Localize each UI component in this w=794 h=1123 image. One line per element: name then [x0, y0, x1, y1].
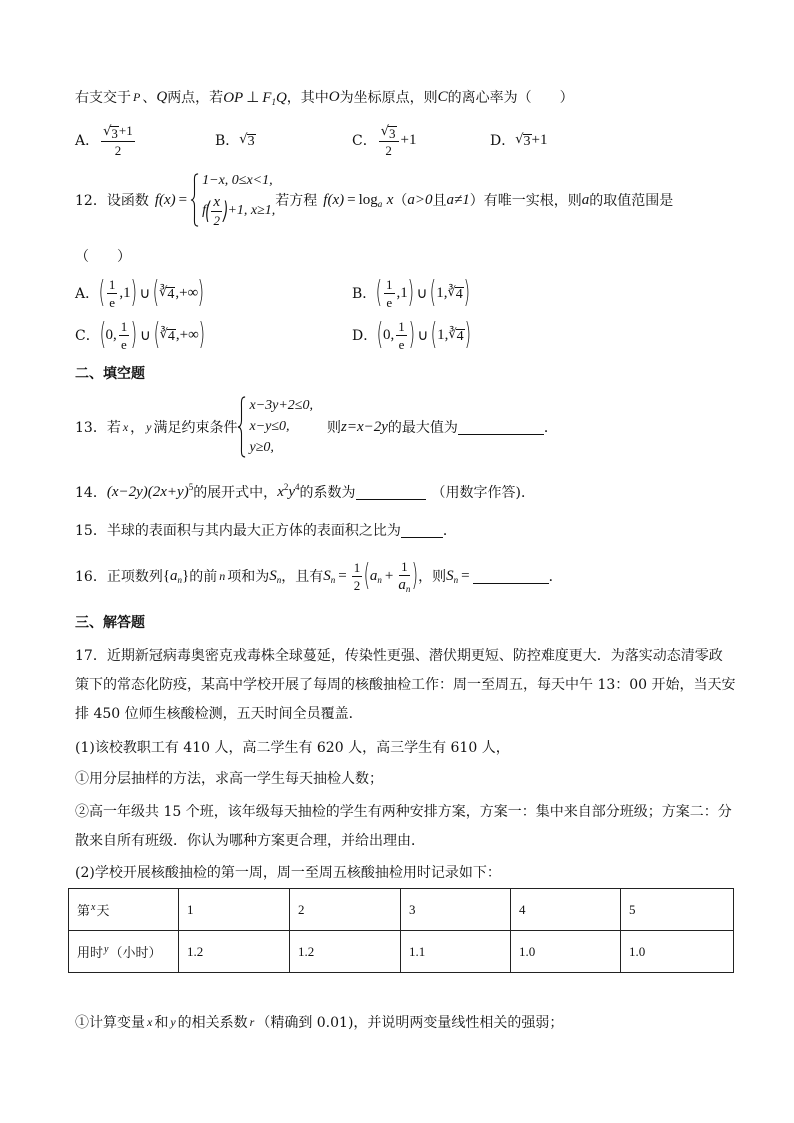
table-row [69, 889, 734, 931]
q12-text-1: 12．设函数 [75, 193, 149, 209]
last-text-4: （精确到 0.01)，并说明两变量线性相关的强弱； [256, 1015, 564, 1031]
union-symbol: ∪ [139, 327, 151, 344]
table-cell: 1.1 [401, 931, 511, 973]
option-label: A． [75, 133, 100, 149]
denominator: 2 [114, 142, 122, 158]
q13-line [75, 395, 558, 459]
fraction [396, 319, 407, 352]
term-sub: n [377, 574, 382, 585]
q17-part-2: (2)学校开展核酸抽检的第一周，周一至周五核酸抽检用时记录如下： [75, 865, 501, 881]
function-f-2: f(x) [323, 191, 345, 208]
table-cell: 4 [511, 889, 621, 931]
q16-text-3: 项和为 [227, 569, 270, 585]
q12-text-5: ）有唯一实根，则 [469, 193, 582, 209]
q14-text-2: 的展开式中， [193, 485, 278, 501]
row-header-day [69, 889, 179, 931]
constraint-2: x−y≤0, [249, 419, 290, 434]
q12-text-2: 若方程 [275, 193, 318, 209]
numerator: 1 [108, 276, 116, 292]
piecewise-cases [202, 171, 275, 229]
q12-text-4: 且 [432, 193, 447, 209]
table-row [69, 931, 734, 973]
radical [239, 132, 255, 148]
var-n: n [219, 568, 226, 583]
constraint-3: y≥0, [249, 440, 274, 455]
radicand: 3 [389, 125, 396, 141]
sum-s: S [269, 567, 277, 584]
denominator: 2 [213, 212, 220, 228]
q13-end: ． [543, 420, 558, 436]
q12-text-3: （ [393, 193, 408, 209]
denominator: 2 [385, 142, 392, 158]
q11-text-6: 的离心率为（ ） [447, 90, 574, 106]
sum-sn [269, 568, 281, 585]
equals-sign: = [178, 191, 188, 208]
option-label: D． [352, 328, 378, 344]
table-cell: 1.0 [511, 931, 621, 973]
origin-o: O [328, 88, 340, 105]
seq-sub: n [177, 574, 183, 585]
radical [381, 124, 397, 140]
cbrt-sign: ∛ [159, 327, 168, 342]
q11-text-5: 为坐标原点，则 [339, 90, 438, 106]
objective-z: z=x−2y [341, 418, 388, 435]
cbrt-sign: ∛ [448, 327, 457, 342]
seq-a: a [170, 567, 178, 584]
case-2-f: f [202, 203, 207, 218]
right-paren: ) [198, 317, 205, 352]
case-1: 1−x, 0≤x<1, [202, 173, 273, 188]
case-2 [202, 193, 275, 229]
sum-sn-2 [323, 568, 335, 585]
fraction [107, 277, 118, 310]
var-y: y [170, 1014, 176, 1029]
blank-parens: （ ） [75, 249, 131, 265]
sqrt-sign: √ [380, 123, 390, 139]
denominator: e [109, 294, 115, 310]
segment-op: OP [223, 89, 244, 106]
function-f: f(x) [154, 191, 176, 208]
numerator: 1 [401, 559, 408, 574]
q12-answer-parens [75, 246, 131, 266]
q16-end: ． [548, 569, 563, 585]
q11-text-3: 两点，若 [167, 90, 224, 106]
right-brace: } [182, 567, 190, 584]
equals-sign: = [338, 567, 347, 584]
q13-text-4: 则 [327, 420, 341, 436]
table-cell: 5 [621, 889, 734, 931]
sum-s: S [446, 567, 454, 584]
den-a: a [398, 577, 406, 593]
equals-sign: = [461, 567, 470, 584]
option-label: D． [490, 133, 516, 149]
den-sub: n [405, 584, 411, 594]
fraction-reciprocal [398, 559, 410, 593]
table-cell: 3 [401, 889, 511, 931]
right-paren: ) [130, 317, 138, 352]
q14-text-4: （用数字作答)． [431, 485, 535, 501]
term-an [370, 568, 382, 585]
q17-part-1-sub-2: ②高一年级共 15 个班，该年级每天抽检的学生有两种安排方案，方案一：集中来自部分班级；方案二：分 [75, 804, 732, 820]
cube-root [159, 285, 175, 301]
param-a: a [581, 191, 590, 208]
fraction [211, 195, 222, 228]
term-x-exp: 2 [283, 481, 289, 492]
sequence-an [163, 568, 189, 585]
q13-text-2: ， [130, 420, 145, 436]
fraction-half [352, 560, 363, 593]
option-tail: +1 [400, 131, 417, 148]
equals-sign: = [347, 191, 356, 208]
q11-text-4: ，其中 [286, 90, 329, 106]
section-solutions: 三、解答题 [75, 615, 145, 631]
term-y: y [288, 483, 296, 500]
term-a: a [369, 567, 378, 584]
section-fill-in: 二、填空题 [75, 366, 145, 382]
right-paren: ) [412, 558, 419, 593]
denominator: e [398, 336, 405, 352]
numerator: x [213, 193, 221, 210]
right-paren: ) [463, 275, 470, 310]
point-q-2: Q [275, 89, 287, 106]
radicand: 4 [455, 287, 463, 302]
log-argument: x [386, 191, 394, 208]
numerator [379, 123, 399, 142]
exponent: 5 [188, 481, 194, 492]
q15-text: 15．半球的表面积与其内最大正方体的表面积之比为 [75, 523, 401, 539]
q12-option-c[interactable] [75, 317, 205, 353]
right-paren: ) [197, 275, 205, 310]
header-post: （小时） [109, 946, 162, 961]
log-base: a [377, 198, 383, 209]
sum-sub: n [330, 574, 336, 585]
q14-text-1: 14． [75, 485, 107, 501]
interval-part: ,+∞ [175, 284, 199, 301]
option-label: B． [352, 286, 377, 302]
last-text-3: 的相关系数 [177, 1015, 248, 1031]
q16-text-1: 16．正项数列 [75, 569, 163, 585]
header-var-y: y [104, 944, 109, 955]
q17-part-2-sub-1 [75, 1012, 563, 1032]
numerator: 1 [386, 276, 393, 292]
q13-text-5: 的最大值为 [387, 420, 458, 436]
numerator [101, 123, 135, 142]
answer-blank[interactable] [356, 484, 426, 500]
right-paren: ) [408, 317, 415, 352]
log-expression [359, 192, 394, 209]
interval-part: 0, [105, 326, 117, 343]
sum-sn-3 [446, 568, 458, 585]
cube-root [160, 327, 176, 343]
denominator: 2 [353, 577, 361, 593]
var-x: x [122, 419, 129, 434]
plus-sign: + [384, 567, 394, 584]
radicand: 4 [167, 287, 175, 302]
header-pre: 第 [77, 904, 91, 919]
right-paren: ) [223, 197, 229, 225]
curve-c: C [437, 88, 448, 105]
sum-sub: n [276, 574, 282, 585]
perpendicular-condition [223, 88, 287, 107]
var-y: y [146, 419, 152, 434]
left-paren: ( [205, 197, 211, 225]
interval-part: ,1 [396, 284, 408, 301]
q11-option-a[interactable] [75, 122, 137, 158]
left-paren: ( [152, 275, 160, 310]
q14-text-3: 的系数为 [299, 485, 356, 501]
left-brace-icon [190, 171, 199, 229]
answer-blank[interactable] [401, 522, 443, 538]
q16-line [75, 556, 563, 596]
fraction [101, 123, 135, 158]
term-y-exp: 4 [295, 481, 300, 492]
header-pre: 用时 [77, 946, 104, 961]
answer-blank[interactable] [473, 568, 549, 584]
right-paren: ) [407, 275, 414, 310]
var-r: r [249, 1014, 255, 1029]
q16-text-2: 的前 [189, 569, 218, 585]
fraction [379, 123, 399, 158]
q12-option-a[interactable] [75, 275, 204, 311]
left-paren: ( [375, 275, 383, 310]
radical [515, 132, 531, 148]
test-time-table [68, 888, 734, 973]
left-brace-icon [237, 396, 246, 458]
union-symbol: ∪ [417, 327, 429, 344]
interval-part: ,+∞ [175, 326, 199, 343]
q16-text-5: ，则 [418, 569, 447, 585]
constraint-system [249, 396, 313, 458]
radical [103, 124, 119, 140]
table-cell: 2 [290, 889, 401, 931]
q17-line-3: 排 450 位师生核酸检测，五天时间全员覆盖． [75, 706, 363, 722]
left-paren: ( [431, 317, 438, 352]
left-paren: ( [99, 317, 106, 352]
var-x: x [147, 1014, 153, 1029]
left-brace: { [162, 567, 171, 584]
denominator [398, 576, 410, 593]
option-label: A． [75, 286, 100, 302]
constraint-1: x−3y+2≤0, [249, 398, 313, 413]
q14-line [75, 480, 535, 504]
expression: (x−2y)(2x+y) [106, 483, 189, 500]
interval-part: 1, [436, 284, 448, 301]
target-term [277, 481, 300, 501]
q11-option-d[interactable] [490, 122, 548, 158]
focus-subscript: 1 [271, 96, 276, 107]
last-text-2: 和 [154, 1015, 169, 1031]
row-header-time [69, 931, 179, 973]
left-paren: ( [363, 558, 371, 593]
point-p: P [133, 89, 141, 104]
answer-blank[interactable] [458, 419, 544, 435]
q17-line-1: 17．近期新冠病毒奥密克戎毒株全球蔓延，传染性更强、潜伏期更短、防控难度更大．为落实动态清零政 [75, 648, 723, 664]
binomial-expression [106, 481, 194, 501]
numerator: 1 [398, 318, 405, 334]
right-paren: ) [464, 317, 471, 352]
numerator: 1 [353, 559, 361, 575]
q15-line [75, 520, 457, 540]
header-var-x: x [91, 902, 96, 913]
q16-text-4: ，且有 [281, 569, 324, 585]
option-label: B． [215, 133, 240, 149]
cube-root [447, 285, 463, 301]
cube-root [448, 327, 464, 343]
radicand: 4 [167, 329, 175, 344]
fraction [119, 319, 130, 352]
q12-option-b[interactable] [352, 275, 469, 311]
point-q: Q [156, 88, 168, 105]
cbrt-sign: ∛ [447, 285, 456, 300]
log-text: log [358, 191, 378, 208]
union-symbol: ∪ [139, 285, 151, 302]
denominator: e [121, 336, 127, 352]
header-post: 天 [96, 904, 110, 919]
q12-stem-line [75, 170, 673, 230]
left-paren: ( [376, 317, 384, 352]
condition-2: a≠1 [446, 191, 470, 208]
term-x: x [277, 483, 284, 500]
q15-end: ． [442, 523, 457, 539]
sum-s: S [323, 567, 331, 584]
q11-text-1: 右支交于 [75, 90, 131, 106]
q13-text-1: 13．若 [75, 420, 121, 436]
q11-text-2: 、 [142, 90, 157, 106]
left-paren: ( [153, 317, 160, 352]
q11-stem-line [75, 87, 574, 107]
right-paren: ) [130, 275, 137, 310]
radicand: 4 [456, 329, 464, 344]
sqrt-sign: √ [103, 123, 112, 139]
denominator: e [386, 294, 393, 310]
condition-1: a>0 [407, 191, 433, 208]
table-cell: 1.0 [621, 931, 734, 973]
union-symbol: ∪ [416, 285, 428, 302]
table-cell: 1 [179, 889, 290, 931]
interval-part: ,1 [119, 284, 131, 301]
q17-part-1: (1)该校教职工有 410 人，高二学生有 620 人，高三学生有 610 人， [75, 740, 510, 756]
interval-part: 0, [382, 326, 395, 343]
q12-option-d[interactable] [352, 317, 470, 353]
fraction [384, 277, 395, 310]
option-label: C． [75, 328, 100, 344]
numerator: 1 [120, 318, 128, 334]
radicand: 3 [523, 134, 531, 149]
q12-text-6: 的取值范围是 [589, 193, 674, 209]
focus-f: F [262, 89, 272, 106]
cbrt-sign: ∛ [159, 285, 168, 300]
table-cell: 1.2 [179, 931, 290, 973]
option-tail: +1 [531, 131, 548, 148]
q17-part-1-sub-2-cont: 散来自所有班级．你认为哪种方案更合理，并给出理由． [75, 833, 425, 849]
left-paren: ( [430, 275, 437, 310]
q13-text-3: 满足约束条件 [153, 420, 238, 436]
radicand: 3 [111, 125, 118, 141]
sum-sub: n [453, 574, 459, 585]
q11-option-b[interactable] [215, 122, 256, 158]
last-text-1: ①计算变量 [75, 1015, 145, 1031]
sqrt-sign: √ [515, 132, 524, 147]
q17-line-2: 策下的常态化防疫，某高中学校开展了每周的核酸抽检工作：周一至周五，每天中午 13：00 开始，当天安 [75, 677, 736, 693]
table-cell: 1.2 [290, 931, 401, 973]
case-2-tail: +1, x≥1, [227, 203, 276, 218]
radicand: 3 [247, 134, 255, 149]
sqrt-sign: √ [239, 132, 248, 147]
numerator-tail: +1 [118, 122, 133, 138]
option-label: C． [352, 133, 377, 149]
perp-symbol: ⊥ [246, 89, 260, 106]
q17-part-1-sub-1: ①用分层抽样的方法，求高一学生每天抽检人数； [75, 771, 383, 787]
left-paren: ( [98, 275, 106, 310]
q11-option-c[interactable] [352, 122, 416, 158]
interval-part: 1, [437, 326, 449, 343]
